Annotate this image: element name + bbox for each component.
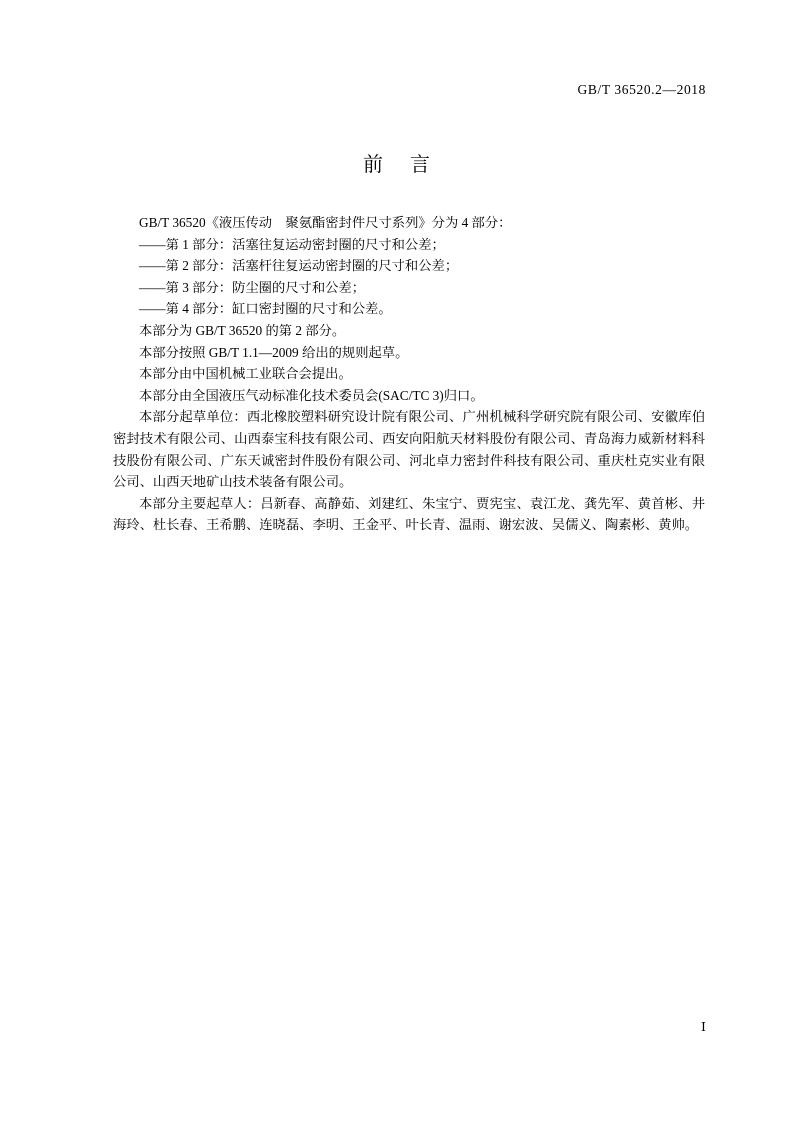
paragraph-parts-intro: GB/T 36520《液压传动 聚氨酯密封件尺寸系列》分为 4 部分： xyxy=(139,215,512,230)
paragraph-part-4: ——第 4 部分：缸口密封圈的尺寸和公差。 xyxy=(139,301,392,317)
page-title xyxy=(0,148,794,177)
page-title-char-1: 前 xyxy=(363,152,384,176)
page-title-char-2: 言 xyxy=(410,152,431,176)
foreword-body xyxy=(113,212,705,536)
running-header-standard-number: GB/T 36520.2—2018 xyxy=(577,82,706,97)
paragraph-part-3: ——第 3 部分：防尘圈的尺寸和公差； xyxy=(139,279,366,295)
paragraph-drafting-organizations: 本部分起草单位：西北橡胶塑料研究设计院有限公司、广州机械科学研究院有限公司、安徽库伯密封技术有限公司、山西泰宝科技有限公司、西安向阳航天材料股份有限公司、青岛海力威新材料科技股份有限公司、广东天诚密封件股份有限公司、河北卓力密封件科技有限公司、重庆杜克实业有限公司、山西天地矿山技术装备有限公司。 xyxy=(113,409,705,490)
page-number: Ⅰ xyxy=(701,1020,706,1034)
paragraph-main-drafters: 本部分主要起草人：吕新春、高静茹、刘建红、朱宝宁、贾宪宝、袁江龙、龚先军、黄首彬、井海玲、杜长春、王希鹏、连晓磊、李明、王金平、叶长青、温雨、谢宏波、吴儒义、陶素彬、黄帅。 xyxy=(113,495,705,533)
paragraph-under-jurisdiction-of: 本部分由全国液压气动标准化技术委员会(SAC/TC 3)归口。 xyxy=(139,387,484,403)
paragraph-this-part: 本部分为 GB/T 36520 的第 2 部分。 xyxy=(139,322,346,338)
paragraph-part-1: ——第 1 部分：活塞往复运动密封圈的尺寸和公差； xyxy=(139,236,445,252)
paragraph-proposed-by: 本部分由中国机械工业联合会提出。 xyxy=(139,366,352,382)
paragraph-drafting-rules: 本部分按照 GB/T 1.1—2009 给出的规则起草。 xyxy=(139,344,409,360)
paragraph-part-2: ——第 2 部分：活塞杆往复运动密封圈的尺寸和公差； xyxy=(139,258,459,274)
